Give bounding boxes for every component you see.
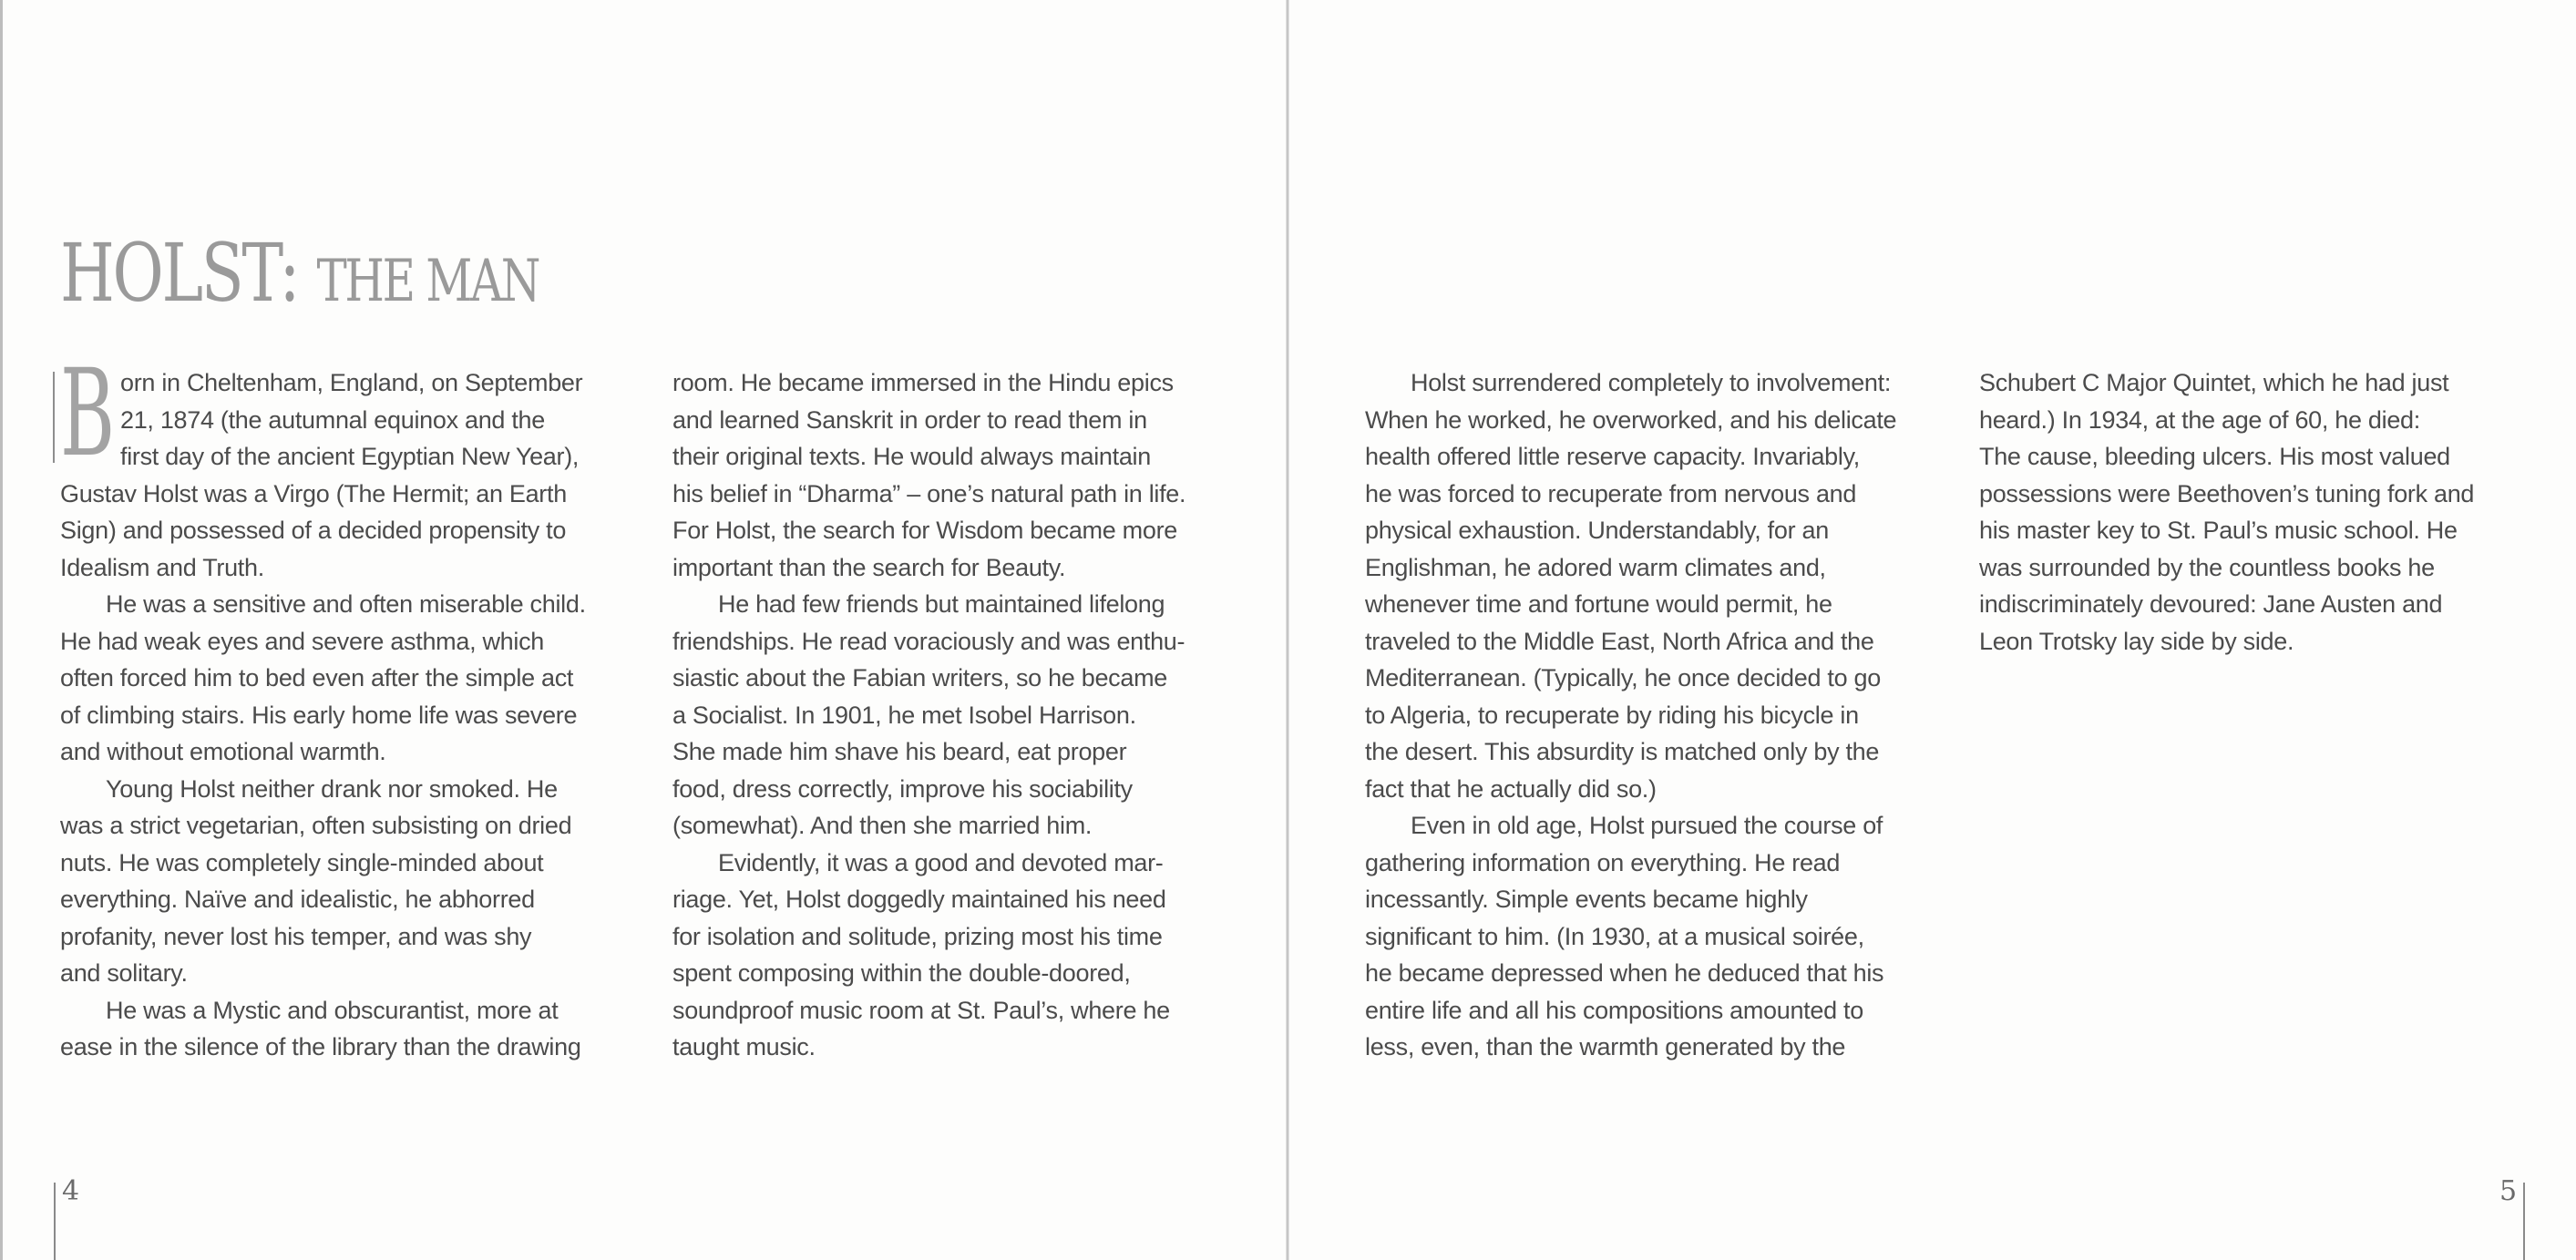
text-line: riage. Yet, Holst doggedly maintained his need [672, 886, 1166, 913]
text-line: was a strict vegetarian, often subsisting on dried [60, 812, 572, 839]
text-line: Mediterranean. (Typically, he once decided to go [1365, 664, 1881, 691]
text-line: he became depressed when he deduced that his [1365, 959, 1884, 987]
text-line: profanity, never lost his temper, and was shy [60, 922, 532, 950]
text-line: indiscriminately devoured: Jane Austen and [1979, 590, 2443, 618]
text-line: important than the search for Beauty. [672, 553, 1066, 581]
text-column-1 [60, 343, 643, 1066]
text-line: he was forced to recuperate from nervous and [1365, 479, 1857, 507]
paragraph [672, 586, 1256, 845]
paragraph [60, 343, 643, 586]
text-line: whenever time and fortune would permit, he [1365, 590, 1832, 618]
text-line: and solitary. [60, 959, 188, 987]
text-line: She made him shave his beard, eat proper [672, 738, 1127, 765]
text-line: Schubert C Major Quintet, which he had just [1979, 369, 2449, 396]
page-number-rule-left [54, 1183, 56, 1260]
text-line: entire life and all his compositions amounted to [1365, 996, 1863, 1024]
page-title [60, 226, 539, 320]
paragraph [60, 992, 643, 1066]
text-line: Young Holst neither drank nor smoked. He [106, 774, 558, 803]
text-line: incessantly. Simple events became highly [1365, 886, 1808, 913]
text-line: traveled to the Middle East, North Africa and the [1365, 627, 1874, 655]
dropcap-letter: B [60, 343, 116, 484]
paragraph [60, 586, 643, 771]
text-line: Sign) and possessed of a decided propensity to [60, 517, 567, 544]
text-line: (somewhat). And then she married him. [672, 812, 1093, 839]
title-main: HOLST: [60, 226, 299, 320]
text-line: Even in old age, Holst pursued the course of [1411, 812, 1883, 839]
text-line: heard.) In 1934, at the age of 60, he died: [1979, 405, 2420, 434]
text-line: for isolation and solitude, prizing most his time [672, 922, 1163, 950]
text-line: a Socialist. In 1901, he met Isobel Harrison. [672, 701, 1136, 729]
paragraph [672, 364, 1256, 586]
text-line: and without emotional warmth. [60, 738, 386, 765]
text-line: He was a sensitive and often miserable child. [106, 590, 586, 618]
text-line: food, dress correctly, improve his sociability [672, 774, 1133, 803]
text-line: and learned Sanskrit in order to read them in [672, 405, 1147, 434]
text-line: He had few friends but maintained lifelong [718, 590, 1165, 618]
text-line: his belief in “Dharma” – one’s natural path in life. [672, 479, 1186, 507]
paragraph [1365, 364, 1948, 807]
text-column-2 [672, 364, 1256, 1066]
text-line: Evidently, it was a good and devoted mar- [718, 848, 1164, 876]
text-line: his master key to St. Paul’s music school. He [1979, 517, 2458, 544]
paragraph [672, 845, 1256, 1066]
text-line: physical exhaustion. Understandably, for an [1365, 517, 1829, 544]
text-line: to Algeria, to recuperate by riding his bicycle in [1365, 701, 1859, 729]
text-line: everything. Naïve and idealistic, he abhorred [60, 886, 535, 913]
text-line: often forced him to bed even after the simple act [60, 664, 574, 691]
text-line: taught music. [672, 1033, 816, 1060]
text-column-3 [1365, 364, 1948, 1066]
text-line: nuts. He was completely single-minded about [60, 848, 544, 876]
text-line: was surrounded by the countless books he [1979, 553, 2435, 581]
text-line: siastic about the Fabian writers, so he became [672, 664, 1167, 691]
text-line: orn in Cheltenham, England, on September [120, 369, 583, 396]
text-line: Idealism and Truth. [60, 553, 264, 581]
text-line: health offered little reserve capacity. Invariably, [1365, 443, 1860, 470]
text-line: Gustav Holst was a Virgo (The Hermit; an Earth [60, 479, 567, 507]
text-line: The cause, bleeding ulcers. His most valued [1979, 443, 2450, 470]
text-line: room. He became immersed in the Hindu epics [672, 369, 1174, 396]
text-line: ease in the silence of the library than the drawing [60, 1033, 581, 1060]
text-line: 21, 1874 (the autumnal equinox and the [120, 405, 545, 434]
center-fold [1286, 0, 1289, 1260]
text-line: He had weak eyes and severe asthma, which [60, 627, 544, 655]
text-line: spent composing within the double-doored, [672, 959, 1131, 987]
title-sub: THE MAN [316, 248, 539, 315]
text-line: soundproof music room at St. Paul’s, where he [672, 996, 1170, 1024]
text-line: less, even, than the warmth generated by the [1365, 1033, 1846, 1060]
text-line: For Holst, the search for Wisdom became more [672, 517, 1177, 544]
text-line: Holst surrendered completely to involvement: [1411, 369, 1892, 396]
text-line: their original texts. He would always maintain [672, 443, 1151, 470]
paragraph [1979, 364, 2562, 660]
text-line: Englishman, he adored warm climates and, [1365, 553, 1826, 581]
page-number-rule-right [2523, 1183, 2525, 1260]
text-line: He was a Mystic and obscurantist, more at [106, 996, 559, 1024]
text-line: gathering information on everything. He read [1365, 848, 1841, 876]
text-line: possessions were Beethoven’s tuning fork and [1979, 479, 2475, 507]
text-line: of climbing stairs. His early home life was severe [60, 701, 578, 729]
text-line: When he worked, he overworked, and his delicate [1365, 405, 1897, 434]
text-line: Leon Trotsky lay side by side. [1979, 627, 2294, 655]
text-line: significant to him. (In 1930, at a musical soirée, [1365, 922, 1864, 950]
paragraph [1365, 807, 1948, 1066]
text-line: first day of the ancient Egyptian New Year), [120, 443, 580, 470]
paragraph [60, 771, 643, 992]
dropcap-rule [53, 372, 55, 463]
text-line: friendships. He read voraciously and was enthu- [672, 627, 1185, 655]
page-number-right: 5 [2499, 1175, 2518, 1207]
text-column-4 [1979, 364, 2562, 660]
page-edge [0, 0, 3, 1260]
page-number-left: 4 [62, 1175, 80, 1207]
text-line: fact that he actually did so.) [1365, 774, 1657, 803]
text-line: the desert. This absurdity is matched only by the [1365, 738, 1880, 765]
